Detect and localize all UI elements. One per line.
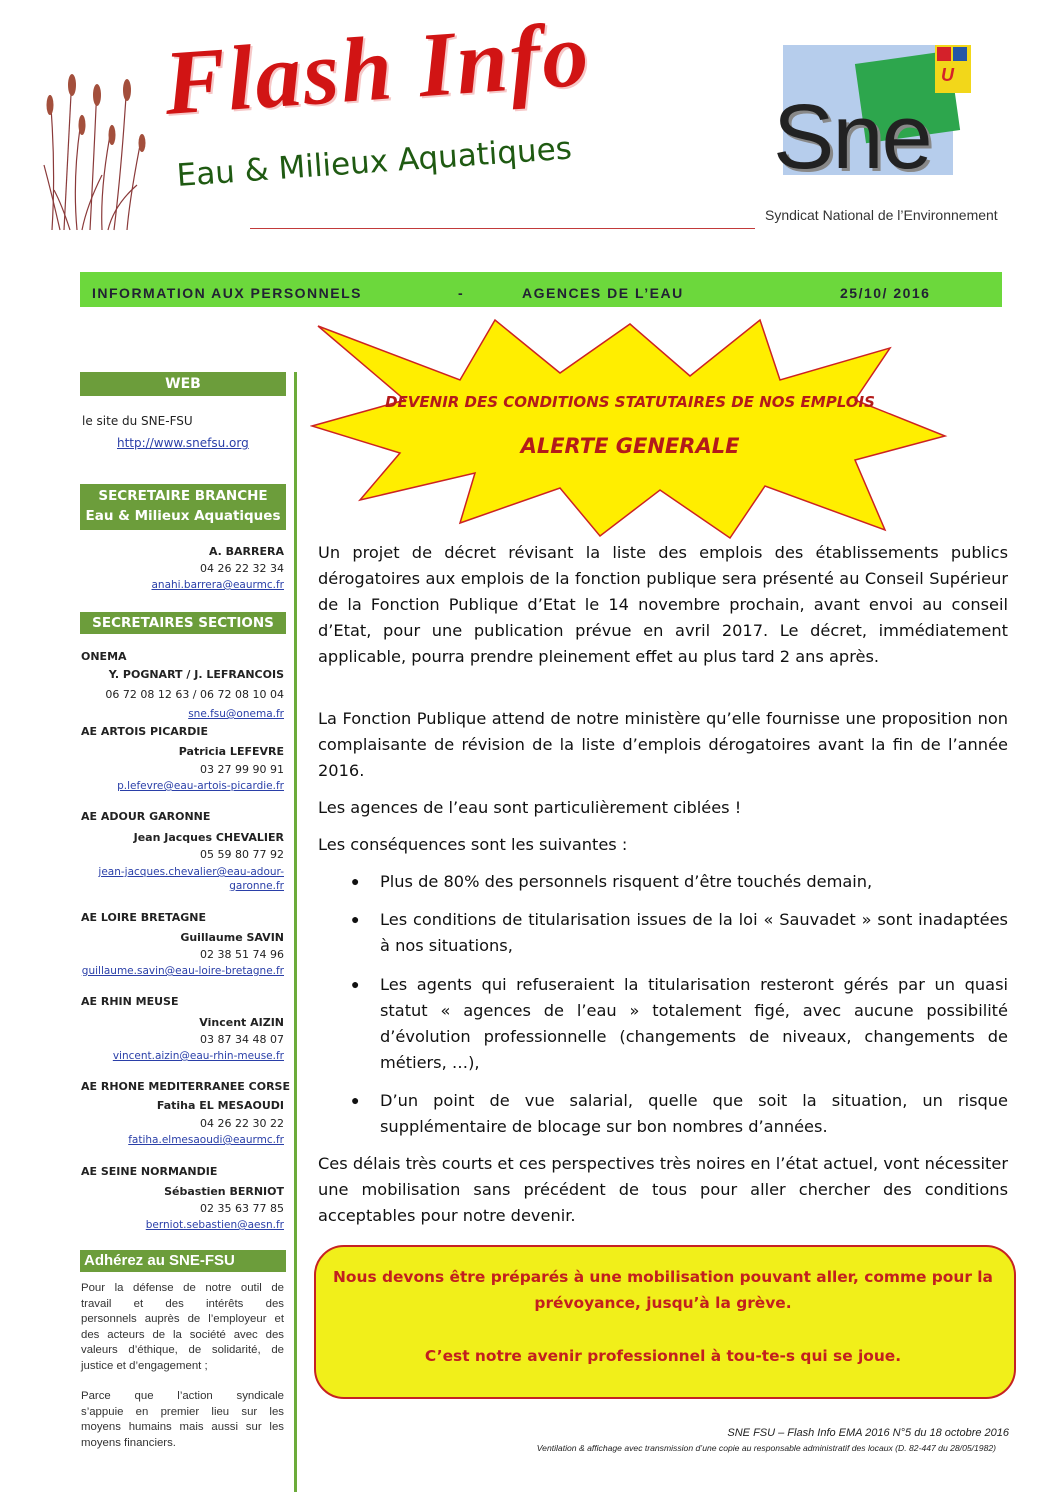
section-name: Fatiha EL MESAOUDI bbox=[156, 1099, 284, 1112]
bullet-item: Les agents qui refuseraient la titularisation resteront gérés par un quasi statut « agences de l’eau » totalement figé, avec aucune possibilité d’évolution professionnelle (changements de niveaux, changements de métiers, …), bbox=[380, 975, 1008, 1072]
branch-secretary-email[interactable]: anahi.barrera@eaurmc.fr bbox=[151, 579, 284, 591]
join-line: moyens humains mais aussi sur les bbox=[81, 1421, 284, 1434]
alert-subheading: DEVENIR DES CONDITIONS STATUTAIRES DE NOS EMPLOIS bbox=[385, 393, 875, 411]
badge-letter: U bbox=[941, 65, 954, 85]
section-org: AE RHIN MEUSE bbox=[81, 995, 179, 1008]
web-link[interactable]: http://www.snefsu.org bbox=[117, 436, 249, 450]
section-name: Jean Jacques CHEVALIER bbox=[133, 831, 284, 844]
reeds-illustration bbox=[42, 55, 172, 235]
section-phone: 04 26 22 30 22 bbox=[200, 1117, 284, 1130]
body-paragraph-2: La Fonction Publique attend de notre ministère qu’elle fournisse une proposition non complaisante de révision de la liste d’emplois dérogatoires avant la fin de l’année 2016. bbox=[318, 709, 1008, 780]
callout-line-2: prévoyance, jusqu’à la grève. bbox=[534, 1294, 792, 1312]
join-line: des acteurs de la société avec des bbox=[81, 1328, 284, 1341]
section-phone: 06 72 08 12 63 / 06 72 08 10 04 bbox=[105, 688, 284, 701]
join-line: valeurs d’éthique, de solidarité, de bbox=[81, 1344, 284, 1357]
join-line: Parce que l’action syndicale bbox=[81, 1390, 284, 1402]
section-email[interactable]: berniot.sebastien@aesn.fr bbox=[145, 1219, 284, 1231]
alert-heading: ALERTE GENERALE bbox=[520, 434, 740, 458]
footer-issue-line: SNE FSU – Flash Info EMA 2016 N°5 du 18 octobre 2016 bbox=[727, 1427, 1009, 1439]
body-paragraph-1: Un projet de décret révisant la liste des emplois des établissements publics dérogatoires aux emplois de la fonction publique sera présenté au Conseil Supérieur de la Fonction Publique d’Etat le 14 novembre prochain, avant envoi au conseil d’Etat, pour une publication prévue en avril 2017. Le décret, immédiatement applicable, pourra prendre pleinement effet au plus tard 2 ans après. bbox=[318, 543, 1008, 666]
info-bar-separator: - bbox=[458, 285, 465, 301]
join-heading-text: Adhérez au SNE-FSU bbox=[84, 1252, 235, 1269]
info-bar-topic: AGENCES DE L’EAU bbox=[522, 285, 684, 301]
callout-line-1: Nous devons être préparés à une mobilisation pouvant aller, comme pour la bbox=[333, 1268, 993, 1286]
footer-legal-line: Ventilation & affichage avec transmission d’une copie au responsable administratif des locaux (D. 82-447 du 28/05/1982) bbox=[536, 1443, 996, 1453]
web-label: le site du SNE-FSU bbox=[82, 414, 193, 428]
join-line: Pour la défense de notre outil de bbox=[81, 1282, 284, 1294]
section-email[interactable]: p.lefevre@eau-artois-picardie.fr bbox=[117, 780, 284, 792]
branch-secretary-phone: 04 26 22 32 34 bbox=[200, 562, 284, 575]
section-phone: 03 87 34 48 07 bbox=[200, 1033, 284, 1046]
section-email[interactable]: sne.fsu@onema.fr bbox=[188, 708, 284, 720]
section-email[interactable]: guillaume.savin@eau-loire-bretagne.fr bbox=[81, 965, 284, 977]
section-name: Y. POGNART / J. LEFRANCOIS bbox=[108, 668, 284, 681]
section-name: Guillaume SAVIN bbox=[180, 931, 284, 944]
join-line: justice et d’engagement ; bbox=[81, 1359, 208, 1372]
body-paragraph-4: Les conséquences sont les suivantes : bbox=[318, 835, 628, 854]
callout-line-3: C’est notre avenir professionnel à tou-te-s qui se joue. bbox=[424, 1347, 902, 1365]
header-divider bbox=[250, 228, 755, 229]
logo-tagline: Syndicat National de l’Environnement bbox=[765, 207, 998, 223]
logo-wordmark: Sne bbox=[773, 86, 931, 188]
body-paragraph-3: Les agences de l’eau sont particulièrement ciblées ! bbox=[318, 798, 742, 817]
bullet-item: Les conditions de titularisation issues de la loi « Sauvadet » sont inadaptées à nos situations, bbox=[380, 910, 1008, 955]
info-bar bbox=[80, 272, 1002, 307]
section-org: AE RHONE MEDITERRANEE CORSE bbox=[81, 1080, 290, 1093]
bullet-icon: ● bbox=[351, 1092, 360, 1108]
join-paragraph-2 bbox=[81, 1389, 284, 1451]
newsletter-title: Flash Info bbox=[160, 2, 594, 135]
sections-heading: SECRETAIRES SECTIONS bbox=[80, 612, 286, 634]
join-line: moyens financiers. bbox=[81, 1436, 176, 1449]
newsletter-subtitle: Eau & Milieux Aquatiques bbox=[175, 130, 573, 194]
section-name: Patricia LEFEVRE bbox=[178, 745, 284, 758]
bullet-icon: ● bbox=[351, 911, 360, 927]
section-email[interactable]: fatiha.elmesaoudi@eaurmc.fr bbox=[128, 1134, 284, 1146]
section-phone: 02 38 51 74 96 bbox=[200, 948, 284, 961]
join-line: personnels auprès de l’employeur et bbox=[81, 1313, 284, 1326]
section-org: AE ADOUR GARONNE bbox=[81, 810, 211, 823]
bullet-item: D’un point de vue salarial, quelle que soit la situation, un risque supplémentaire de blocage sur bon nombres d’années. bbox=[380, 1091, 1008, 1136]
section-email[interactable]: jean-jacques.chevalier@eau-adour- bbox=[98, 866, 284, 878]
bullet-icon: ● bbox=[351, 976, 360, 992]
section-name: Sébastien BERNIOT bbox=[164, 1185, 284, 1198]
sidebar-divider bbox=[294, 372, 297, 1492]
section-org: AE SEINE NORMANDIE bbox=[81, 1165, 218, 1178]
join-line: travail et des intérêts des bbox=[81, 1297, 284, 1310]
branch-heading-line2: Eau & Milieux Aquatiques bbox=[85, 508, 281, 524]
sne-logo bbox=[765, 45, 998, 230]
section-phone: 05 59 80 77 92 bbox=[200, 848, 284, 861]
join-paragraph-1 bbox=[81, 1281, 284, 1375]
bullet-item: Plus de 80% des personnels risquent d’être touchés demain, bbox=[380, 872, 873, 891]
branch-heading-line1: SECRETAIRE BRANCHE bbox=[98, 488, 268, 504]
alert-starburst bbox=[310, 318, 950, 540]
bullet-icon: ● bbox=[351, 873, 360, 889]
join-heading bbox=[80, 1250, 286, 1272]
branch-secretary-name: A. BARRERA bbox=[208, 545, 284, 558]
info-bar-date: 25/10/ 2016 bbox=[840, 285, 931, 301]
body-paragraph-5: Ces délais très courts et ces perspectives très noires en l’état actuel, vont nécessiter une mobilisation sans précédent de tous pour aller chercher des conditions acceptables pour notre devenir. bbox=[318, 1154, 1008, 1225]
join-line: s’appuie en premier lieu sur les bbox=[81, 1405, 284, 1418]
fsu-badge-icon bbox=[935, 45, 971, 93]
section-email-continued[interactable]: garonne.fr bbox=[229, 880, 284, 892]
section-org: ONEMA bbox=[81, 650, 127, 663]
section-email[interactable]: vincent.aizin@eau-rhin-meuse.fr bbox=[112, 1050, 284, 1062]
section-org: AE ARTOIS PICARDIE bbox=[81, 725, 208, 738]
section-phone: 02 35 63 77 85 bbox=[200, 1202, 284, 1215]
section-org: AE LOIRE BRETAGNE bbox=[81, 911, 207, 924]
section-phone: 03 27 99 90 91 bbox=[200, 763, 284, 776]
web-heading: WEB bbox=[80, 372, 286, 396]
section-name: Vincent AIZIN bbox=[199, 1016, 284, 1029]
branch-heading bbox=[80, 484, 286, 530]
info-bar-audience: INFORMATION AUX PERSONNELS bbox=[92, 285, 363, 301]
